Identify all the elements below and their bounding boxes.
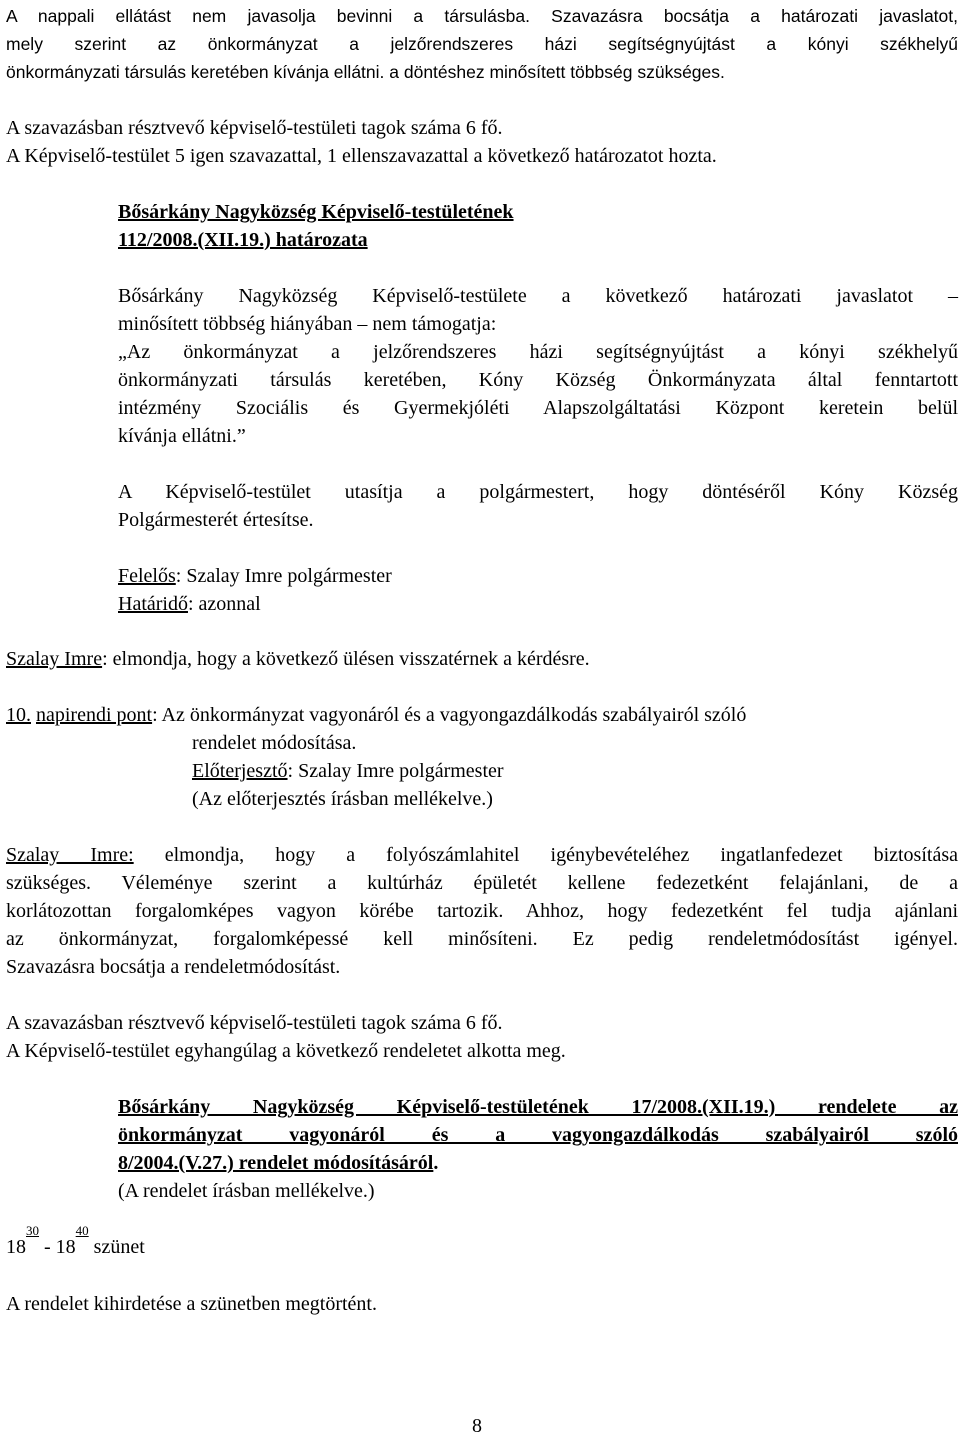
page-number: 8 <box>472 1415 482 1437</box>
paragraph-line: önkormányzati társulás keretében kívánja ellátni. a döntéshez minősített többség szükséges. <box>6 62 725 82</box>
instruction-line: Polgármesterét értesítse. <box>118 509 314 531</box>
attachment-note: (A rendelet írásban mellékelve.) <box>118 1180 375 1202</box>
responsible-line <box>118 562 392 590</box>
deadline-line <box>118 590 261 618</box>
speaker-name: Szalay Imre: <box>6 844 134 866</box>
agenda-label: napirendi pont <box>36 704 153 726</box>
presenter-label: Előterjesztő <box>192 760 288 782</box>
break-start-minute: 30 <box>26 1223 39 1238</box>
decree-title-line: önkormányzat vagyonáról és a vagyongazdálkodás szabályairól szóló <box>118 1124 958 1146</box>
resolution-body-line: minősített többség hiányában – nem támogatja: <box>118 313 497 335</box>
deadline-value: : azonnal <box>187 593 261 615</box>
vote-result: A Képviselő-testület 5 igen szavazattal, 1 ellenszavazattal a következő határozatot hozta. <box>6 145 717 167</box>
speaker-statement-line: az önkormányzat, forgalomképessé kell minősíteni. Ez pedig rendeletmódosítást igényel. <box>6 928 958 950</box>
break-label: szünet <box>88 1236 145 1258</box>
speaker-statement-line <box>6 841 958 869</box>
vote-result: A Képviselő-testület egyhangúlag a következő rendeletet alkotta meg. <box>6 1040 566 1062</box>
break-end-minute: 40 <box>75 1223 89 1238</box>
presenter-value: : Szalay Imre polgármester <box>287 760 504 782</box>
resolution-quote-line: önkormányzati társulás keretében, Kóny Község Önkormányzata által fenntartott <box>118 369 958 391</box>
attachment-note: (Az előterjesztés írásban mellékelve.) <box>192 788 493 810</box>
resolution-quote-line: „Az önkormányzat a jelzőrendszeres házi segítségnyújtást a kónyi székhelyű <box>118 341 958 363</box>
speaker-statement-line: szükséges. Véleménye szerint a kultúrház épületét kellene fedezetként felajánlani, de a <box>6 872 958 894</box>
speaker-statement-line: korlátozottan forgalomképes vagyon körébe tartozik. Ahhoz, hogy fedezetként fel tudja ajánlani <box>6 900 958 922</box>
presenter-line <box>192 757 504 785</box>
decree-title-period: . <box>433 1152 439 1174</box>
decree-title-line <box>118 1149 438 1177</box>
closing-note: A rendelet kihirdetése a szünetben megtörtént. <box>6 1293 377 1315</box>
resolution-quote-line: kívánja ellátni.” <box>118 425 246 447</box>
agenda-item <box>6 701 746 729</box>
break-start-hour: 18 <box>6 1236 26 1258</box>
speaker-statement-line: Szavazásra bocsátja a rendeletmódosítást. <box>6 956 341 978</box>
speaker-name: Szalay Imre <box>6 648 103 670</box>
decree-title-text: 8/2004.(V.27.) rendelet módosításáról <box>118 1152 434 1174</box>
break-time <box>6 1223 145 1261</box>
resolution-number: 112/2008.(XII.19.) határozata <box>118 229 368 251</box>
vote-participants: A szavazásban résztvevő képviselő-testületi tagok száma 6 fő. <box>6 1012 503 1034</box>
paragraph-line: A nappali ellátást nem javasolja bevinni a társulásba. Szavazásra bocsátja a határozati javaslatot, <box>6 6 958 26</box>
paragraph-line: mely szerint az önkormányzat a jelzőrendszeres házi segítségnyújtást a kónyi székhelyű <box>6 34 958 54</box>
agenda-text: : Az önkormányzat vagyonáról és a vagyongazdálkodás szabályairól szóló <box>152 704 747 726</box>
vote-participants: A szavazásban résztvevő képviselő-testületi tagok száma 6 fő. <box>6 117 503 139</box>
responsible-label: Felelős <box>118 565 176 587</box>
speaker-text: : elmondja, hogy a következő ülésen visszatérnek a kérdésre. <box>102 648 590 670</box>
decree-title-line: Bősárkány Nagyközség Képviselő-testületének 17/2008.(XII.19.) rendelete az <box>118 1096 958 1118</box>
resolution-title: Bősárkány Nagyközség Képviselő-testületének <box>118 201 514 223</box>
speaker-statement <box>6 645 590 673</box>
break-separator: - <box>39 1236 56 1258</box>
agenda-text-line: rendelet módosítása. <box>192 732 357 754</box>
agenda-number: 10. <box>6 704 31 726</box>
deadline-label: Határidő <box>118 593 188 615</box>
speaker-text: elmondja, hogy a folyószámlahitel igénybevételéhez ingatlanfedezet biztosítása <box>133 844 958 866</box>
resolution-body-line: Bősárkány Nagyközség Képviselő-testülete a következő határozati javaslatot – <box>118 285 958 307</box>
instruction-line: A Képviselő-testület utasítja a polgármestert, hogy döntéséről Kóny Község <box>118 481 958 503</box>
resolution-quote-line: intézmény Szociális és Gyermekjóléti Alapszolgáltatási Központ keretein belül <box>118 397 958 419</box>
break-end-hour: 18 <box>55 1236 76 1258</box>
responsible-value: : Szalay Imre polgármester <box>175 565 392 587</box>
